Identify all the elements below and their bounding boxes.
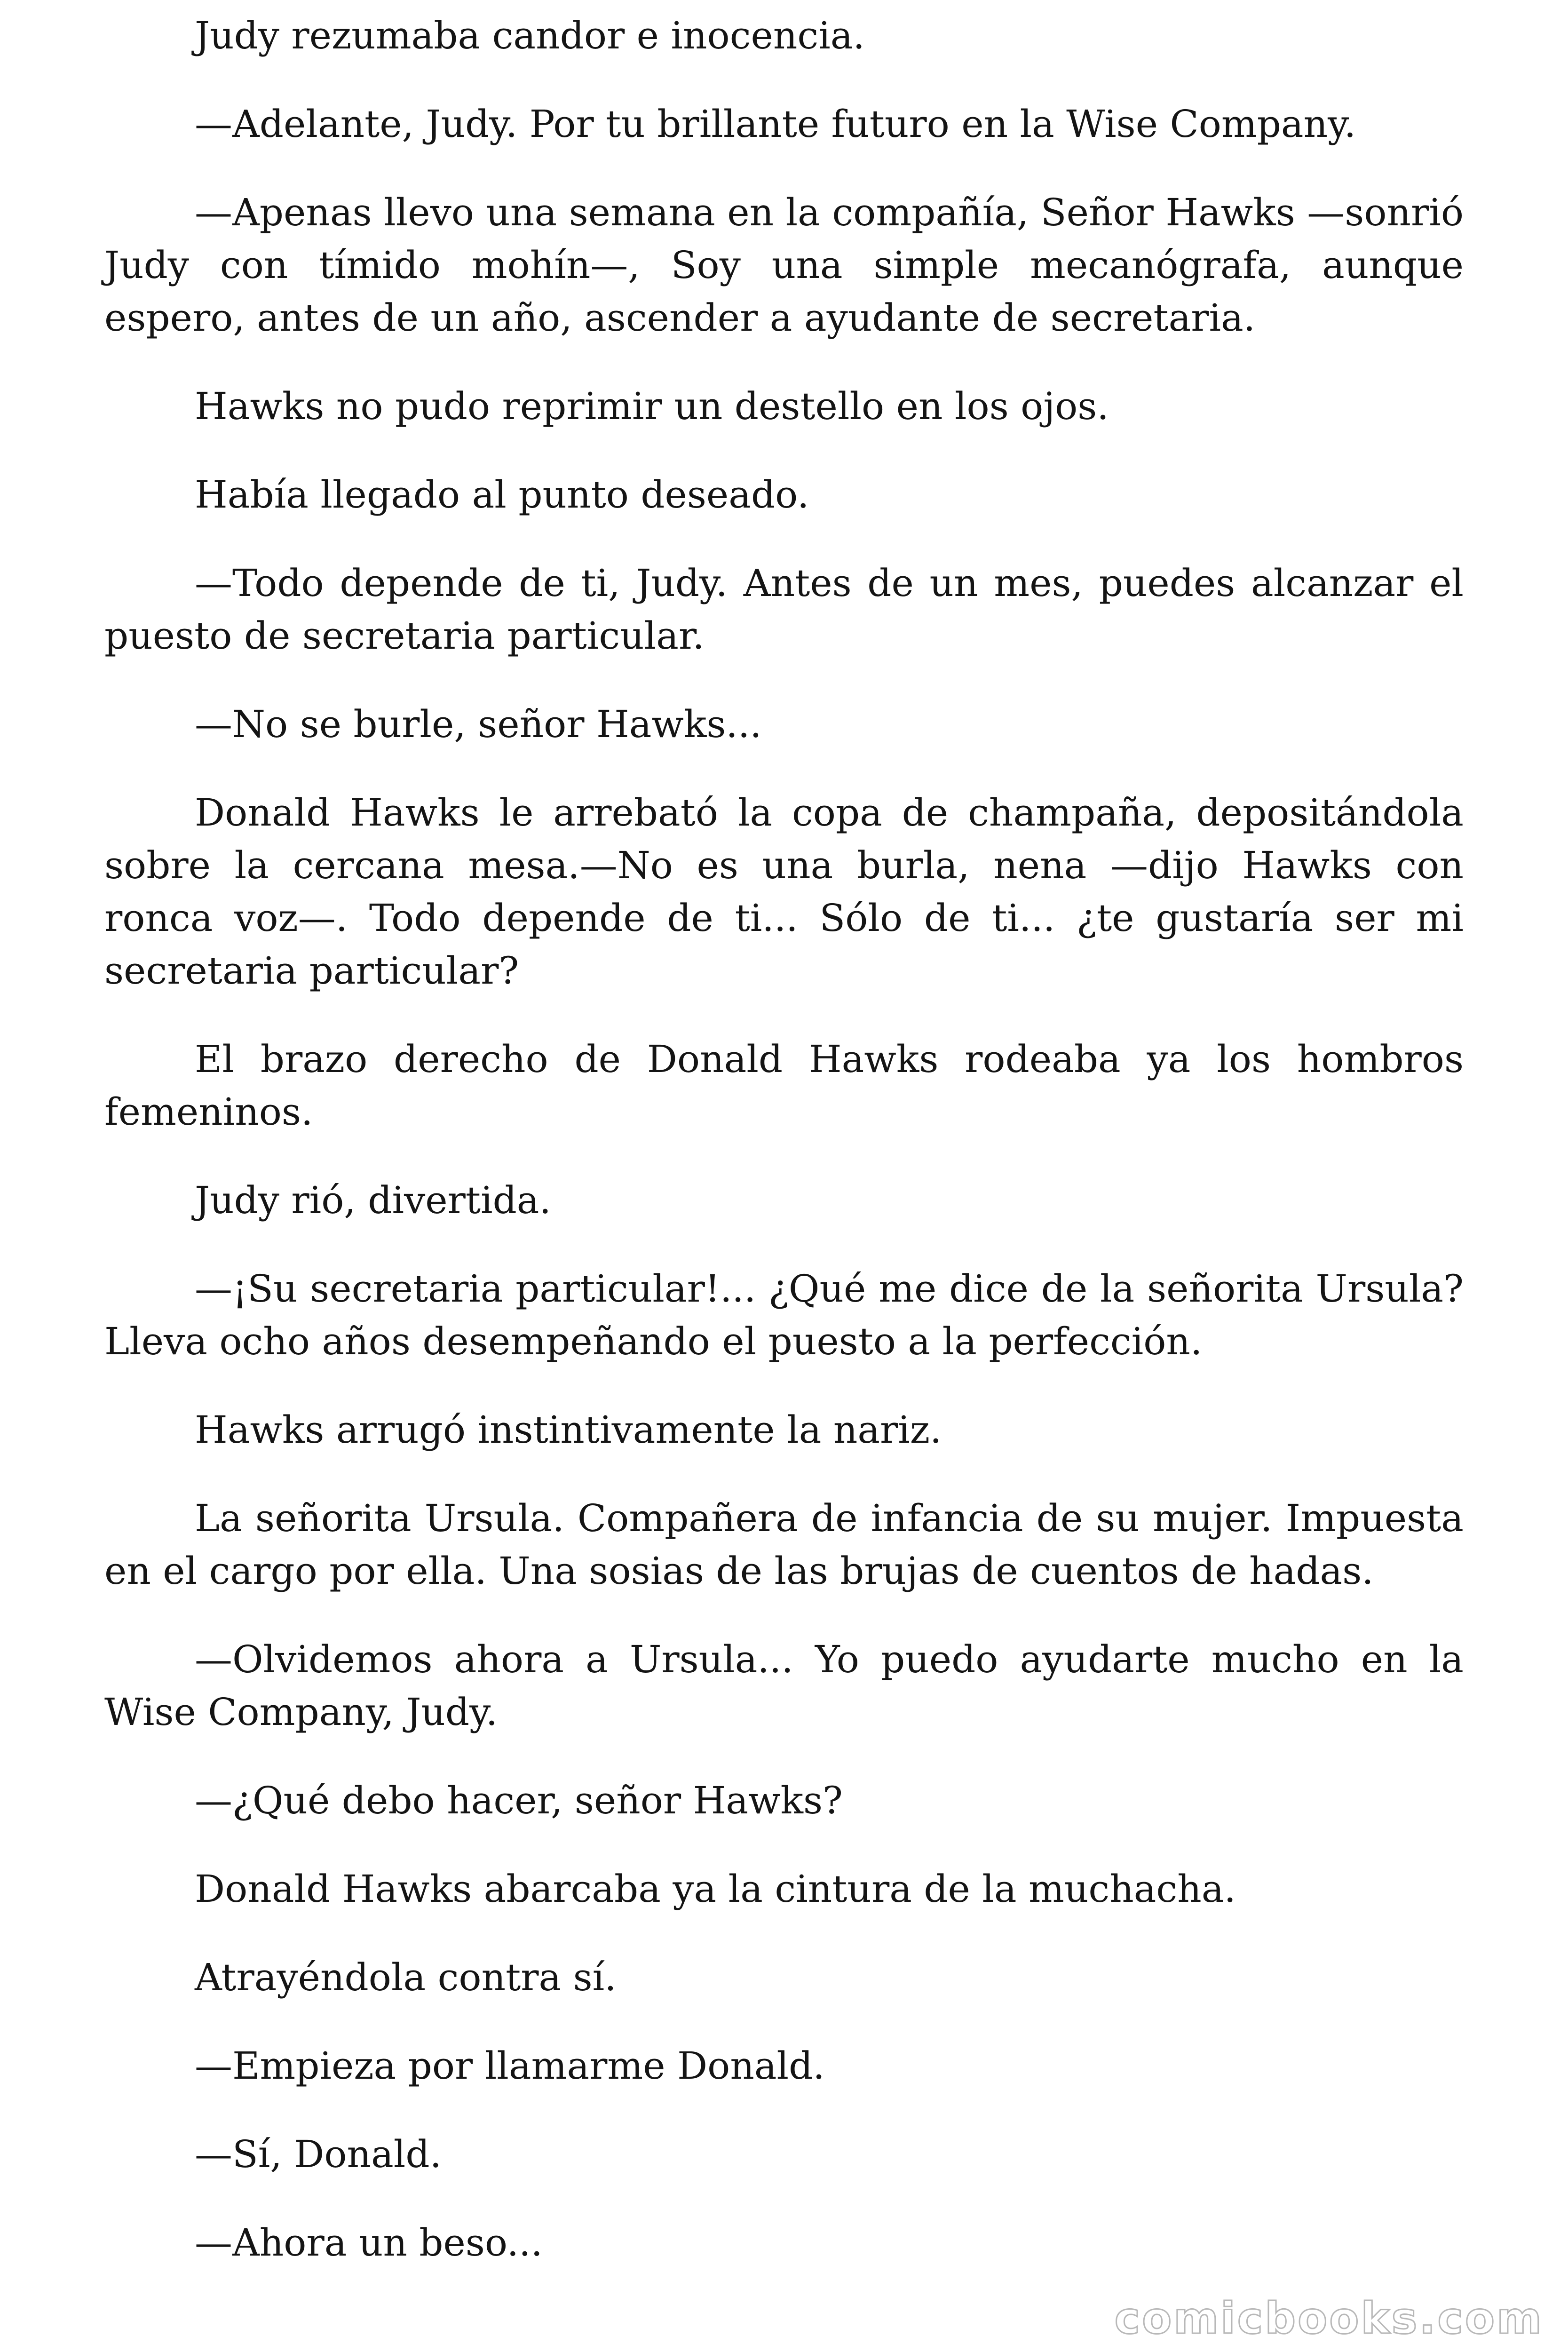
body-text xyxy=(104,9,1464,2305)
paragraph: —¿Qué debo hacer, señor Hawks? xyxy=(195,1779,843,1822)
paragraph: Judy rezumaba candor e inocencia. xyxy=(195,14,865,57)
paragraph: —¡Su secretaria particular!... ¿Qué me dice de la señorita Ursula? Lleva ocho años desempeñando el puesto a la perfección. xyxy=(104,1267,1464,1363)
paragraph: —Empieza por llamarme Donald. xyxy=(195,2044,825,2088)
paragraph: —No se burle, señor Hawks... xyxy=(195,702,762,746)
paragraph: La señorita Ursula. Compañera de infancia de su mujer. Impuesta en el cargo por ella. Una sosias de las brujas de cuentos de hadas. xyxy=(104,1496,1464,1593)
paragraph: Había llegado al punto deseado. xyxy=(195,473,809,516)
paragraph: —Ahora un beso... xyxy=(195,2221,543,2265)
paragraph: Donald Hawks abarcaba ya la cintura de la muchacha. xyxy=(195,1867,1236,1911)
paragraph: Hawks arrugó instintivamente la nariz. xyxy=(195,1408,942,1452)
paragraph: —Todo depende de ti, Judy. Antes de un mes, puedes alcanzar el puesto de secretaria particular. xyxy=(104,561,1464,658)
paragraph: Atrayéndola contra sí. xyxy=(195,1955,617,1999)
paragraph: Judy rió, divertida. xyxy=(195,1178,551,1222)
paragraph: Hawks no pudo reprimir un destello en los ojos. xyxy=(195,384,1109,428)
paragraph: —Apenas llevo una semana en la compañía, Señor Hawks —sonrió Judy con tímido mohín—, Soy una simple mecanógrafa, aunque espero, antes de un año, ascender a ayudante de secretaria. xyxy=(104,191,1464,340)
paragraph: —Adelante, Judy. Por tu brillante futuro en la Wise Company. xyxy=(195,102,1356,146)
paragraph: El brazo derecho de Donald Hawks rodeaba ya los hombros femeninos. xyxy=(104,1037,1464,1134)
paragraph: —Olvidemos ahora a Ursula... Yo puedo ayudarte mucho en la Wise Company, Judy. xyxy=(104,1637,1464,1734)
watermark: comicbooks.com xyxy=(1114,2293,1544,2344)
paragraph: Donald Hawks le arrebató la copa de champaña, depositándola sobre la cercana mesa.—No es una burla, nena —dijo Hawks con ronca voz—. Todo depende de ti... Sólo de ti... ¿te gustaría ser mi secretaria particular? xyxy=(104,791,1464,993)
paragraph: —Sí, Donald. xyxy=(195,2132,442,2176)
